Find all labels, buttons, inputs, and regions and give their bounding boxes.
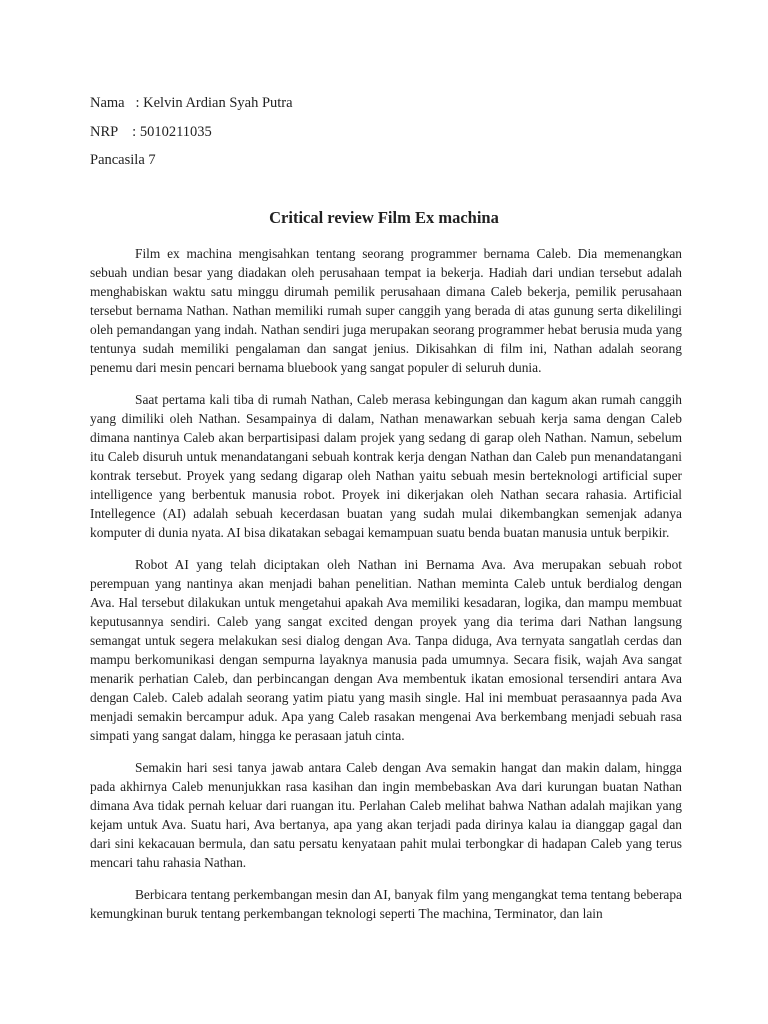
paragraph: Robot AI yang telah diciptakan oleh Nathan ini Bernama Ava. Ava merupakan sebuah robot perempuan yang nantinya akan menjadi bahan penelitian. Nathan meminta Caleb untuk berdialog dengan Ava. Hal tersebut dilakukan untuk mengetahui apakah Ava memiliki kesadaran, logika, dan mampu membuat keputusannya sendiri. Caleb yang sangat excited dengan proyek yang dia terima dari Nathan langsung semangat untuk segera melakukan sesi dialog dengan Ava. Tanpa diduga, Ava ternyata sangatlah cerdas dan mampu berkomunikasi dengan sempurna layaknya manusia pada umumnya. Secara fisik, wajah Ava sangat menarik perhatian Caleb, dan perbincangan dengan Ava membentuk ikatan emosional tersendiri antara Ava dengan Caleb. Caleb adalah seorang yatim piatu yang masih single. Hal ini membuat perasaannya pada Ava menjadi semakin bercampur aduk. Apa yang Caleb rasakan mengenai Ava berkembang menjadi sebuah rasa simpati yang sangat dalam, hingga ke perasaan jatuh cinta. bbox=[90, 557, 682, 743]
paragraph: Berbicara tentang perkembangan mesin dan AI, banyak film yang mengangkat tema tentang beberapa kemungkinan buruk tentang perkembangan teknologi seperti The machina, Terminator, dan lain bbox=[90, 887, 682, 921]
paragraph: Semakin hari sesi tanya jawab antara Caleb dengan Ava semakin hangat dan makin dalam, hingga pada akhirnya Caleb menunjukkan rasa kasihan dan ingin membebaskan Ava dari kurungan buatan Nathan dimana Ava tidak pernah keluar dari ruangan itu. Perlahan Caleb melihat bahwa Nathan adalah majikan yang kejam untuk Ava. Suatu hari, Ava bertanya, apa yang akan terjadi pada dirinya kalau ia dianggap gagal dan dari sini kekacauan bermula, dan satu persatu kenyataan pahit mulai terbongkar di hadapan Caleb yang terus mencari tahu rahasia Nathan. bbox=[90, 760, 682, 870]
class-line: Pancasila 7 bbox=[90, 152, 156, 168]
student-nrp-line: NRP : 5010211035 bbox=[90, 123, 212, 140]
paragraph: Saat pertama kali tiba di rumah Nathan, Caleb merasa kebingungan dan kagum akan rumah canggih yang dimiliki oleh Nathan. Sesampainya di dalam, Nathan menawarkan sebuah kerja sama dengan Caleb dimana nantinya Caleb akan berpartisipasi dalam projek yang sedang di garap oleh Nathan. Namun, sebelum itu Caleb disuruh untuk menandatangani sebuah kontrak kerja dengan Nathan dan Caleb pun menandatangani kontrak tersebut. Proyek yang sedang digarap oleh Nathan yaitu sebuah mesin berteknologi artificial super intelligence yang berbentuk manusia robot. Proyek ini dikerjakan oleh Nathan secara rahasia. Artificial Intellegence (AI) adalah sebuah kecerdasan buatan yang sudah mulai dikembangkan semenjak adanya komputer di dunia nyata. AI bisa dikatakan sebagai kemampuan suatu benda buatan manusia untuk berpikir. bbox=[90, 392, 682, 540]
document-title: Critical review Film Ex machina bbox=[269, 208, 499, 227]
student-info bbox=[90, 94, 293, 180]
document-body bbox=[90, 244, 682, 936]
student-name-line: Nama : Kelvin Ardian Syah Putra bbox=[90, 95, 293, 111]
paragraph: Film ex machina mengisahkan tentang seorang programmer bernama Caleb. Dia memenangkan sebuah undian besar yang diadakan oleh perusahaan tempat ia bekerja. Hadiah dari undian tersebut adalah menghabiskan waktu satu minggu dirumah pemilik perusahaan dimana Caleb bekerja, pemilik perusahaan tersebut bernama Nathan. Nathan memiliki rumah super canggih yang berada di atas gunung serta dikelilingi oleh pemandangan yang indah. Nathan sendiri juga merupakan seorang programmer hebat berusia muda yang tentunya sudah memiliki pengalaman dan sangat jenius. Dikisahkan di film ini, Nathan adalah seorang penemu dari mesin pencari bernama bluebook yang sangat populer di seluruh dunia. bbox=[90, 246, 682, 375]
